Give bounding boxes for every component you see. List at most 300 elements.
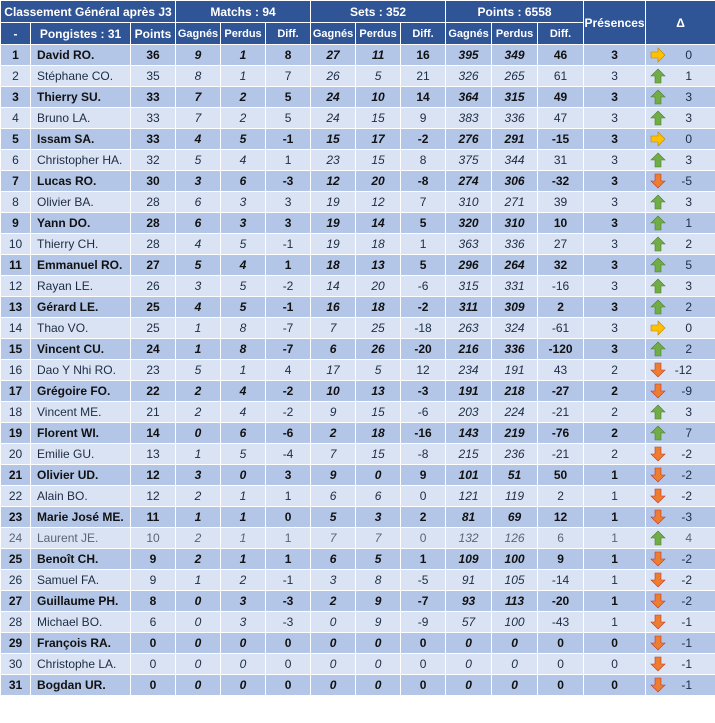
arrow-up-icon bbox=[650, 425, 666, 441]
sets-won-header: Gagnés bbox=[311, 23, 356, 45]
cell-matchs-diff: 0 bbox=[266, 633, 311, 654]
cell-sets-won: 6 bbox=[311, 486, 356, 507]
cell-matchs-won: 5 bbox=[176, 255, 221, 276]
cell-sets-lost: 25 bbox=[356, 318, 401, 339]
cell-points-lost: 0 bbox=[492, 633, 538, 654]
delta-value: 3 bbox=[685, 405, 693, 419]
cell-points-won: 364 bbox=[446, 87, 492, 108]
table-row bbox=[1, 276, 715, 297]
cell-matchs-lost: 5 bbox=[221, 297, 266, 318]
cell-points-diff: -43 bbox=[538, 612, 584, 633]
cell-matchs-lost: 1 bbox=[221, 360, 266, 381]
cell-points: 28 bbox=[131, 213, 176, 234]
cell-points-lost: 0 bbox=[492, 654, 538, 675]
cell-presences: 3 bbox=[584, 318, 646, 339]
delta-value: -2 bbox=[681, 447, 693, 461]
cell-points: 0 bbox=[131, 675, 176, 696]
arrow-up-icon bbox=[650, 194, 666, 210]
cell-matchs-won: 5 bbox=[176, 150, 221, 171]
cell-matchs-diff: -2 bbox=[266, 381, 311, 402]
cell-matchs-lost: 6 bbox=[221, 171, 266, 192]
cell-presences: 3 bbox=[584, 45, 646, 66]
cell-sets-diff: 1 bbox=[401, 549, 446, 570]
cell-matchs-lost: 3 bbox=[221, 192, 266, 213]
cell-points-won: 0 bbox=[446, 675, 492, 696]
cell-sets-lost: 15 bbox=[356, 402, 401, 423]
cell-points: 33 bbox=[131, 108, 176, 129]
cell-name: Issam SA. bbox=[31, 129, 131, 150]
cell-presences: 1 bbox=[584, 570, 646, 591]
cell-points-lost: 264 bbox=[492, 255, 538, 276]
cell-delta bbox=[646, 654, 715, 675]
cell-points-lost: 113 bbox=[492, 591, 538, 612]
cell-points-diff: 0 bbox=[538, 675, 584, 696]
cell-rank: 5 bbox=[1, 129, 31, 150]
cell-matchs-diff: 1 bbox=[266, 528, 311, 549]
cell-matchs-diff: 1 bbox=[266, 255, 311, 276]
cell-name: Thierry SU. bbox=[31, 87, 131, 108]
arrow-up-icon bbox=[650, 341, 666, 357]
cell-points-won: 263 bbox=[446, 318, 492, 339]
cell-name: Marie José ME. bbox=[31, 507, 131, 528]
table-row bbox=[1, 150, 715, 171]
sets-lost-header: Perdus bbox=[356, 23, 401, 45]
table-row bbox=[1, 66, 715, 87]
arrow-up-icon bbox=[650, 215, 666, 231]
cell-sets-won: 3 bbox=[311, 570, 356, 591]
cell-points-lost: 0 bbox=[492, 675, 538, 696]
delta-value: -2 bbox=[681, 573, 693, 587]
delta-value: -1 bbox=[681, 615, 693, 629]
cell-rank: 24 bbox=[1, 528, 31, 549]
cell-delta bbox=[646, 213, 715, 234]
cell-rank: 10 bbox=[1, 234, 31, 255]
cell-matchs-won: 0 bbox=[176, 675, 221, 696]
cell-name: Samuel FA. bbox=[31, 570, 131, 591]
cell-delta bbox=[646, 549, 715, 570]
cell-matchs-diff: 1 bbox=[266, 150, 311, 171]
cell-points-won: 93 bbox=[446, 591, 492, 612]
cell-points-won: 234 bbox=[446, 360, 492, 381]
cell-points-lost: 324 bbox=[492, 318, 538, 339]
cell-sets-won: 10 bbox=[311, 381, 356, 402]
points-won-header: Gagnés bbox=[446, 23, 492, 45]
table-row bbox=[1, 549, 715, 570]
cell-points-won: 132 bbox=[446, 528, 492, 549]
arrow-down-icon bbox=[650, 173, 666, 189]
sets-group-header: Sets : 352 bbox=[311, 1, 446, 23]
cell-delta bbox=[646, 486, 715, 507]
cell-sets-diff: 0 bbox=[401, 675, 446, 696]
cell-sets-won: 12 bbox=[311, 171, 356, 192]
cell-sets-lost: 13 bbox=[356, 255, 401, 276]
cell-matchs-won: 2 bbox=[176, 381, 221, 402]
cell-matchs-lost: 0 bbox=[221, 633, 266, 654]
cell-rank: 2 bbox=[1, 66, 31, 87]
cell-points-diff: -16 bbox=[538, 276, 584, 297]
cell-presences: 2 bbox=[584, 360, 646, 381]
cell-matchs-won: 6 bbox=[176, 213, 221, 234]
cell-matchs-lost: 1 bbox=[221, 45, 266, 66]
cell-points-won: 310 bbox=[446, 192, 492, 213]
cell-matchs-lost: 5 bbox=[221, 234, 266, 255]
cell-matchs-diff: 4 bbox=[266, 360, 311, 381]
cell-sets-won: 24 bbox=[311, 87, 356, 108]
cell-delta bbox=[646, 507, 715, 528]
cell-sets-diff: -16 bbox=[401, 423, 446, 444]
cell-points-lost: 344 bbox=[492, 150, 538, 171]
cell-presences: 3 bbox=[584, 66, 646, 87]
arrow-right-icon bbox=[650, 320, 666, 336]
cell-points-lost: 100 bbox=[492, 612, 538, 633]
cell-rank: 21 bbox=[1, 465, 31, 486]
cell-points-lost: 310 bbox=[492, 213, 538, 234]
cell-sets-lost: 13 bbox=[356, 381, 401, 402]
cell-points: 28 bbox=[131, 192, 176, 213]
cell-points: 27 bbox=[131, 255, 176, 276]
cell-rank: 23 bbox=[1, 507, 31, 528]
cell-sets-lost: 9 bbox=[356, 612, 401, 633]
cell-presences: 2 bbox=[584, 444, 646, 465]
table-row bbox=[1, 255, 715, 276]
cell-points: 35 bbox=[131, 66, 176, 87]
presences-header: Présences bbox=[584, 1, 646, 45]
delta-value: 7 bbox=[685, 426, 693, 440]
points-diff-header: Diff. bbox=[538, 23, 584, 45]
cell-points-won: 315 bbox=[446, 276, 492, 297]
cell-matchs-lost: 0 bbox=[221, 465, 266, 486]
delta-value: 2 bbox=[685, 342, 693, 356]
cell-sets-diff: 14 bbox=[401, 87, 446, 108]
cell-delta bbox=[646, 381, 715, 402]
matchs-diff-header: Diff. bbox=[266, 23, 311, 45]
cell-sets-lost: 0 bbox=[356, 633, 401, 654]
arrow-up-icon bbox=[650, 404, 666, 420]
table-row bbox=[1, 213, 715, 234]
cell-sets-diff: -8 bbox=[401, 171, 446, 192]
cell-sets-lost: 5 bbox=[356, 360, 401, 381]
table-row bbox=[1, 45, 715, 66]
cell-name: Dao Y Nhi RO. bbox=[31, 360, 131, 381]
cell-name: Rayan LE. bbox=[31, 276, 131, 297]
cell-presences: 1 bbox=[584, 507, 646, 528]
cell-rank: 16 bbox=[1, 360, 31, 381]
cell-sets-lost: 26 bbox=[356, 339, 401, 360]
cell-points: 11 bbox=[131, 507, 176, 528]
table-row bbox=[1, 507, 715, 528]
cell-delta bbox=[646, 465, 715, 486]
cell-matchs-diff: -1 bbox=[266, 570, 311, 591]
cell-sets-lost: 12 bbox=[356, 192, 401, 213]
cell-points-lost: 236 bbox=[492, 444, 538, 465]
cell-points-won: 395 bbox=[446, 45, 492, 66]
cell-points: 9 bbox=[131, 570, 176, 591]
cell-matchs-won: 1 bbox=[176, 444, 221, 465]
cell-sets-won: 26 bbox=[311, 66, 356, 87]
cell-sets-diff: -5 bbox=[401, 570, 446, 591]
cell-sets-won: 9 bbox=[311, 465, 356, 486]
cell-name: Vincent ME. bbox=[31, 402, 131, 423]
cell-points: 13 bbox=[131, 444, 176, 465]
cell-sets-diff: -3 bbox=[401, 381, 446, 402]
cell-points: 36 bbox=[131, 45, 176, 66]
cell-points-lost: 336 bbox=[492, 339, 538, 360]
cell-points: 26 bbox=[131, 276, 176, 297]
cell-points-diff: -120 bbox=[538, 339, 584, 360]
table-row bbox=[1, 633, 715, 654]
table-row bbox=[1, 486, 715, 507]
cell-points: 25 bbox=[131, 297, 176, 318]
cell-points: 22 bbox=[131, 381, 176, 402]
cell-matchs-diff: -2 bbox=[266, 276, 311, 297]
cell-sets-lost: 18 bbox=[356, 423, 401, 444]
cell-delta bbox=[646, 171, 715, 192]
cell-sets-won: 17 bbox=[311, 360, 356, 381]
cell-points-diff: 31 bbox=[538, 150, 584, 171]
table-row bbox=[1, 87, 715, 108]
cell-delta bbox=[646, 129, 715, 150]
cell-points-diff: 32 bbox=[538, 255, 584, 276]
cell-points-diff: 6 bbox=[538, 528, 584, 549]
table-row bbox=[1, 381, 715, 402]
cell-points: 10 bbox=[131, 528, 176, 549]
cell-presences: 1 bbox=[584, 612, 646, 633]
cell-points-diff: 50 bbox=[538, 465, 584, 486]
cell-name: Alain BO. bbox=[31, 486, 131, 507]
cell-matchs-lost: 3 bbox=[221, 612, 266, 633]
cell-rank: 28 bbox=[1, 612, 31, 633]
cell-sets-diff: -18 bbox=[401, 318, 446, 339]
delta-value: 3 bbox=[685, 90, 693, 104]
cell-points: 32 bbox=[131, 150, 176, 171]
cell-matchs-lost: 1 bbox=[221, 486, 266, 507]
cell-rank: 19 bbox=[1, 423, 31, 444]
table-row bbox=[1, 444, 715, 465]
cell-delta bbox=[646, 276, 715, 297]
cell-matchs-diff: -3 bbox=[266, 591, 311, 612]
cell-matchs-diff: 3 bbox=[266, 213, 311, 234]
cell-sets-diff: 2 bbox=[401, 507, 446, 528]
cell-sets-won: 16 bbox=[311, 297, 356, 318]
delta-value: 3 bbox=[685, 279, 693, 293]
delta-value: 3 bbox=[685, 153, 693, 167]
cell-matchs-diff: 7 bbox=[266, 66, 311, 87]
cell-sets-lost: 14 bbox=[356, 213, 401, 234]
cell-presences: 3 bbox=[584, 150, 646, 171]
cell-sets-diff: -8 bbox=[401, 444, 446, 465]
cell-name: Guillaume PH. bbox=[31, 591, 131, 612]
arrow-down-icon bbox=[650, 572, 666, 588]
cell-sets-diff: -6 bbox=[401, 402, 446, 423]
cell-sets-diff: -9 bbox=[401, 612, 446, 633]
cell-delta bbox=[646, 255, 715, 276]
cell-presences: 3 bbox=[584, 339, 646, 360]
cell-name: Lucas RO. bbox=[31, 171, 131, 192]
cell-matchs-diff: -1 bbox=[266, 234, 311, 255]
matchs-group-header: Matchs : 94 bbox=[176, 1, 311, 23]
cell-points: 30 bbox=[131, 171, 176, 192]
cell-points: 14 bbox=[131, 423, 176, 444]
cell-name: Grégoire FO. bbox=[31, 381, 131, 402]
cell-sets-diff: -2 bbox=[401, 129, 446, 150]
table-row bbox=[1, 423, 715, 444]
cell-points-won: 363 bbox=[446, 234, 492, 255]
cell-presences: 2 bbox=[584, 423, 646, 444]
cell-points-diff: -15 bbox=[538, 129, 584, 150]
cell-delta bbox=[646, 528, 715, 549]
cell-rank: 17 bbox=[1, 381, 31, 402]
cell-sets-won: 0 bbox=[311, 612, 356, 633]
cell-rank: 9 bbox=[1, 213, 31, 234]
delta-value: 2 bbox=[685, 237, 693, 251]
cell-points-won: 215 bbox=[446, 444, 492, 465]
cell-matchs-diff: 1 bbox=[266, 486, 311, 507]
cell-points: 12 bbox=[131, 465, 176, 486]
cell-sets-won: 7 bbox=[311, 528, 356, 549]
cell-matchs-lost: 5 bbox=[221, 129, 266, 150]
cell-points-diff: 43 bbox=[538, 360, 584, 381]
cell-sets-won: 14 bbox=[311, 276, 356, 297]
cell-points-won: 121 bbox=[446, 486, 492, 507]
cell-sets-won: 24 bbox=[311, 108, 356, 129]
cell-sets-won: 23 bbox=[311, 150, 356, 171]
cell-sets-lost: 8 bbox=[356, 570, 401, 591]
table-row bbox=[1, 171, 715, 192]
cell-points-diff: -14 bbox=[538, 570, 584, 591]
cell-points: 24 bbox=[131, 339, 176, 360]
cell-sets-won: 0 bbox=[311, 675, 356, 696]
arrow-up-icon bbox=[650, 110, 666, 126]
cell-matchs-diff: -3 bbox=[266, 171, 311, 192]
cell-points-diff: -21 bbox=[538, 444, 584, 465]
cell-name: Benoît CH. bbox=[31, 549, 131, 570]
cell-points-won: 383 bbox=[446, 108, 492, 129]
cell-points-lost: 331 bbox=[492, 276, 538, 297]
matchs-won-header: Gagnés bbox=[176, 23, 221, 45]
cell-matchs-won: 3 bbox=[176, 276, 221, 297]
cell-sets-won: 19 bbox=[311, 234, 356, 255]
cell-points-lost: 219 bbox=[492, 423, 538, 444]
cell-sets-lost: 15 bbox=[356, 150, 401, 171]
cell-delta bbox=[646, 612, 715, 633]
cell-sets-diff: 0 bbox=[401, 528, 446, 549]
cell-points-lost: 271 bbox=[492, 192, 538, 213]
cell-matchs-diff: -3 bbox=[266, 612, 311, 633]
cell-delta bbox=[646, 360, 715, 381]
cell-matchs-lost: 4 bbox=[221, 402, 266, 423]
arrow-up-icon bbox=[650, 299, 666, 315]
cell-points-diff: 39 bbox=[538, 192, 584, 213]
cell-name: Emilie GU. bbox=[31, 444, 131, 465]
cell-sets-won: 7 bbox=[311, 318, 356, 339]
cell-delta bbox=[646, 675, 715, 696]
cell-points-diff: -76 bbox=[538, 423, 584, 444]
cell-points-diff: 49 bbox=[538, 87, 584, 108]
arrow-down-icon bbox=[650, 551, 666, 567]
cell-points-diff: -61 bbox=[538, 318, 584, 339]
cell-sets-diff: 12 bbox=[401, 360, 446, 381]
cell-matchs-lost: 1 bbox=[221, 507, 266, 528]
cell-sets-lost: 0 bbox=[356, 675, 401, 696]
cell-matchs-lost: 5 bbox=[221, 444, 266, 465]
cell-matchs-won: 9 bbox=[176, 45, 221, 66]
cell-matchs-diff: 0 bbox=[266, 675, 311, 696]
points-header: Points bbox=[131, 23, 176, 45]
cell-name: Christophe LA. bbox=[31, 654, 131, 675]
cell-matchs-won: 7 bbox=[176, 87, 221, 108]
delta-value: 3 bbox=[685, 195, 693, 209]
delta-value: 0 bbox=[685, 132, 693, 146]
cell-points-diff: 27 bbox=[538, 234, 584, 255]
cell-name: Olivier BA. bbox=[31, 192, 131, 213]
cell-presences: 3 bbox=[584, 255, 646, 276]
header-row bbox=[1, 1, 715, 23]
cell-presences: 3 bbox=[584, 297, 646, 318]
table-row bbox=[1, 570, 715, 591]
cell-points-won: 0 bbox=[446, 654, 492, 675]
cell-points-diff: -27 bbox=[538, 381, 584, 402]
cell-sets-diff: 16 bbox=[401, 45, 446, 66]
delta-value: -9 bbox=[681, 384, 693, 398]
cell-sets-won: 19 bbox=[311, 213, 356, 234]
cell-points-lost: 191 bbox=[492, 360, 538, 381]
cell-delta bbox=[646, 402, 715, 423]
arrow-right-icon bbox=[650, 47, 666, 63]
table-row bbox=[1, 465, 715, 486]
arrow-down-icon bbox=[650, 635, 666, 651]
cell-sets-diff: 21 bbox=[401, 66, 446, 87]
cell-sets-lost: 20 bbox=[356, 276, 401, 297]
cell-matchs-lost: 8 bbox=[221, 318, 266, 339]
cell-rank: 7 bbox=[1, 171, 31, 192]
cell-name: Gérard LE. bbox=[31, 297, 131, 318]
cell-delta bbox=[646, 234, 715, 255]
cell-matchs-lost: 4 bbox=[221, 255, 266, 276]
cell-rank: 6 bbox=[1, 150, 31, 171]
cell-rank: 8 bbox=[1, 192, 31, 213]
delta-value: -5 bbox=[681, 174, 693, 188]
cell-presences: 2 bbox=[584, 381, 646, 402]
cell-points: 21 bbox=[131, 402, 176, 423]
cell-sets-diff: 0 bbox=[401, 633, 446, 654]
table-row bbox=[1, 108, 715, 129]
cell-sets-lost: 3 bbox=[356, 507, 401, 528]
cell-sets-lost: 15 bbox=[356, 108, 401, 129]
cell-sets-lost: 11 bbox=[356, 45, 401, 66]
cell-rank: 31 bbox=[1, 675, 31, 696]
cell-matchs-won: 0 bbox=[176, 654, 221, 675]
cell-presences: 0 bbox=[584, 654, 646, 675]
cell-matchs-won: 0 bbox=[176, 591, 221, 612]
cell-sets-lost: 7 bbox=[356, 528, 401, 549]
cell-matchs-won: 5 bbox=[176, 360, 221, 381]
cell-name: Thao VO. bbox=[31, 318, 131, 339]
cell-matchs-diff: 8 bbox=[266, 45, 311, 66]
cell-sets-lost: 9 bbox=[356, 591, 401, 612]
cell-presences: 1 bbox=[584, 528, 646, 549]
cell-points-won: 143 bbox=[446, 423, 492, 444]
delta-value: -2 bbox=[681, 489, 693, 503]
cell-sets-won: 19 bbox=[311, 192, 356, 213]
cell-sets-lost: 18 bbox=[356, 234, 401, 255]
cell-sets-diff: 8 bbox=[401, 150, 446, 171]
cell-delta bbox=[646, 570, 715, 591]
cell-delta bbox=[646, 444, 715, 465]
cell-matchs-won: 0 bbox=[176, 633, 221, 654]
delta-value: -3 bbox=[681, 510, 693, 524]
cell-points-won: 276 bbox=[446, 129, 492, 150]
cell-points: 0 bbox=[131, 654, 176, 675]
